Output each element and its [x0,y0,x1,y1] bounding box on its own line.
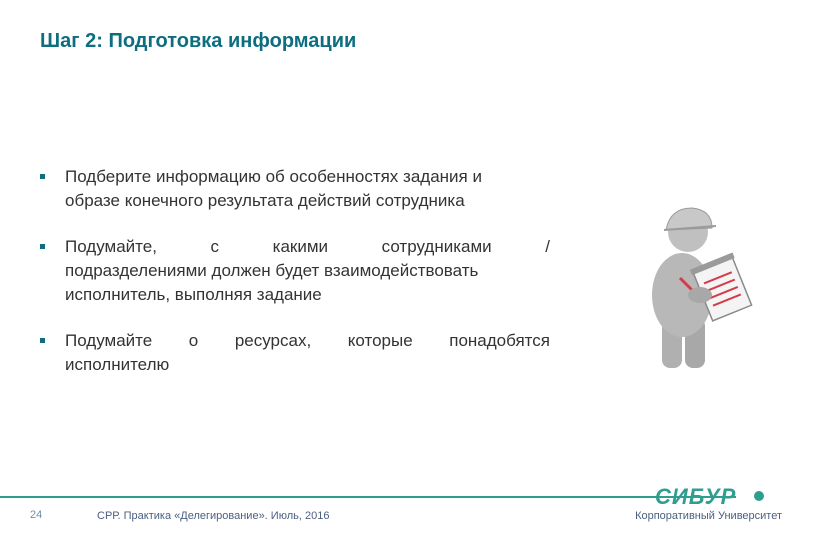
company-logo: СИБУР [655,484,737,509]
bullet-line: Подумайте о ресурсах, которые понадобятся [65,331,550,350]
bullet-line: исполнителю [65,355,170,374]
bullet-item [40,165,550,213]
bullet-line: Подумайте, с какими сотрудниками / [65,237,550,256]
footer-organization: Корпоративный Университет [635,510,782,522]
bullet-marker [40,244,45,249]
footer-caption: СРР. Практика «Делегирование». Июль, 2016 [97,510,330,522]
bullet-line: подразделениями должен будет взаимодействовать [65,261,479,280]
logo-dot-icon [754,491,764,501]
bullet-item [40,235,550,307]
bullet-line: Подберите информацию об особенностях задания и [65,167,482,186]
footer-divider [0,496,736,498]
bullet-line: образе конечного результата действий сотрудника [65,191,465,210]
worker-with-clipboard-icon [640,200,755,375]
bullet-marker [40,338,45,343]
page-number: 24 [30,509,43,521]
slide-title: Шаг 2: Подготовка информации [40,30,357,52]
bullet-line: исполнитель, выполняя задание [65,285,322,304]
bullet-marker [40,174,45,179]
bullet-list [40,165,550,399]
bullet-item [40,329,550,377]
